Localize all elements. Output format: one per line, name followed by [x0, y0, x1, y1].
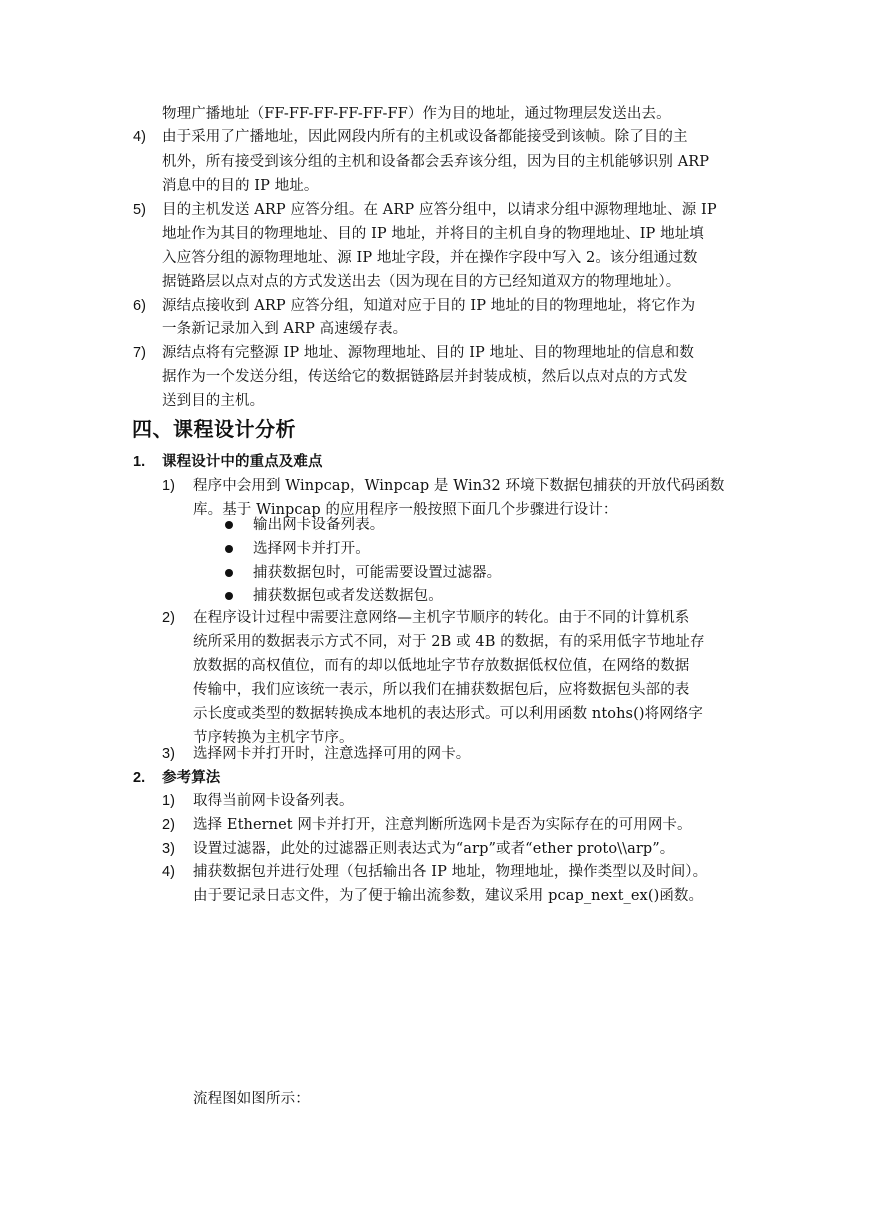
item-text: 取得当前网卡设备列表。 — [193, 793, 354, 809]
bullet-icon — [225, 569, 233, 577]
step-number: 5) — [133, 202, 146, 218]
item-number: 1) — [162, 478, 175, 494]
subsection-number: 2. — [133, 770, 146, 786]
item-text: 放数据的高权值位，而有的却以低地址字节存放数据低权位值，在网络的数据 — [193, 658, 690, 674]
item-number: 1) — [162, 793, 175, 809]
bullet-icon — [225, 545, 233, 553]
item-text: 捕获数据包并进行处理（包括输出各 IP 地址，物理地址，操作类型以及时间）。 — [193, 864, 708, 880]
item-text: 选择网卡并打开时，注意选择可用的网卡。 — [193, 746, 471, 762]
step-number: 6) — [133, 298, 146, 314]
item-text: 设置过滤器，此处的过滤器正则表达式为“arp”或者“ether proto\\arp”。 — [193, 841, 675, 857]
bullet-text: 捕获数据包或者发送数据包。 — [253, 588, 443, 604]
step-text: 送到目的主机。 — [162, 393, 265, 409]
step-text: 机外，所有接受到该分组的主机和设备都会丢弃该分组，因为目的主机能够识别 ARP — [162, 154, 710, 170]
item-number: 3) — [162, 746, 175, 762]
item-number: 2) — [162, 817, 175, 833]
item-text: 库。基于 Winpcap 的应用程序一般按照下面几个步骤进行设计： — [193, 502, 618, 518]
step-number: 4) — [133, 129, 146, 145]
item-text: 选择 Ethernet 网卡并打开，注意判断所选网卡是否为实际存在的可用网卡。 — [193, 817, 692, 833]
step-number: 7) — [133, 345, 146, 361]
item-text: 程序中会用到 Winpcap，Winpcap 是 Win32 环境下数据包捕获的开放代码函数 — [193, 478, 725, 494]
step-text: 据作为一个发送分组，传送给它的数据链路层并封装成桢，然后以点对点的方式发 — [162, 369, 688, 385]
bullet-icon — [225, 592, 233, 600]
bullet-text: 捕获数据包时，可能需要设置过滤器。 — [253, 565, 502, 581]
step-text: 地址作为其目的物理地址、目的 IP 地址，并将目的主机自身的物理地址、IP 地址填 — [162, 226, 704, 242]
subsection-title: 课程设计中的重点及难点 — [162, 453, 323, 470]
item-text: 由于要记录日志文件，为了便于输出流参数，建议采用 pcap_next_ex()函数。 — [193, 888, 704, 904]
bullet-text: 输出网卡设备列表。 — [253, 517, 385, 533]
bullet-text: 选择网卡并打开。 — [253, 541, 370, 557]
step-text: 据链路层以点对点的方式发送出去（因为现在目的方已经知道双方的物理地址）。 — [162, 274, 681, 290]
step-text: 目的主机发送 ARP 应答分组。在 ARP 应答分组中，以请求分组中源物理地址、源 IP — [162, 202, 717, 218]
intro-line: 物理广播地址（FF-FF-FF-FF-FF-FF）作为目的地址，通过物理层发送出去。 — [162, 106, 671, 122]
item-text: 在程序设计过程中需要注意网络—主机字节顺序的转化。由于不同的计算机系 — [193, 610, 690, 626]
item-text: 统所采用的数据表示方式不同，对于 2B 或 4B 的数据，有的采用低字节地址存 — [193, 634, 705, 650]
step-text: 由于采用了广播地址，因此网段内所有的主机或设备都能接受到该帧。除了目的主 — [162, 129, 688, 145]
bullet-icon — [225, 521, 233, 529]
item-text: 传输中，我们应该统一表示，所以我们在捕获数据包后，应将数据包头部的表 — [193, 682, 690, 698]
section-heading: 四、课程设计分析 — [132, 417, 296, 441]
step-text: 消息中的目的 IP 地址。 — [162, 178, 319, 194]
step-text: 一条新记录加入到 ARP 高速缓存表。 — [162, 321, 408, 337]
item-number: 2) — [162, 610, 175, 626]
subsection-title: 参考算法 — [162, 769, 221, 786]
item-number: 4) — [162, 864, 175, 880]
flow-caption: 流程图如图所示： — [193, 1091, 310, 1107]
step-text: 源结点将有完整源 IP 地址、源物理地址、目的 IP 地址、目的物理地址的信息和数 — [162, 345, 695, 361]
item-text: 示长度或类型的数据转换成本地机的表达形式。可以利用函数 ntohs()将网络字 — [193, 706, 703, 722]
step-text: 入应答分组的源物理地址、源 IP 地址字段，并在操作字段中写入 2。该分组通过数 — [162, 250, 698, 266]
subsection-number: 1. — [133, 454, 146, 470]
item-number: 3) — [162, 841, 175, 857]
step-text: 源结点接收到 ARP 应答分组，知道对应于目的 IP 地址的目的物理地址，将它作为 — [162, 298, 696, 314]
item-text: 节序转换为主机字节序。 — [193, 730, 354, 746]
